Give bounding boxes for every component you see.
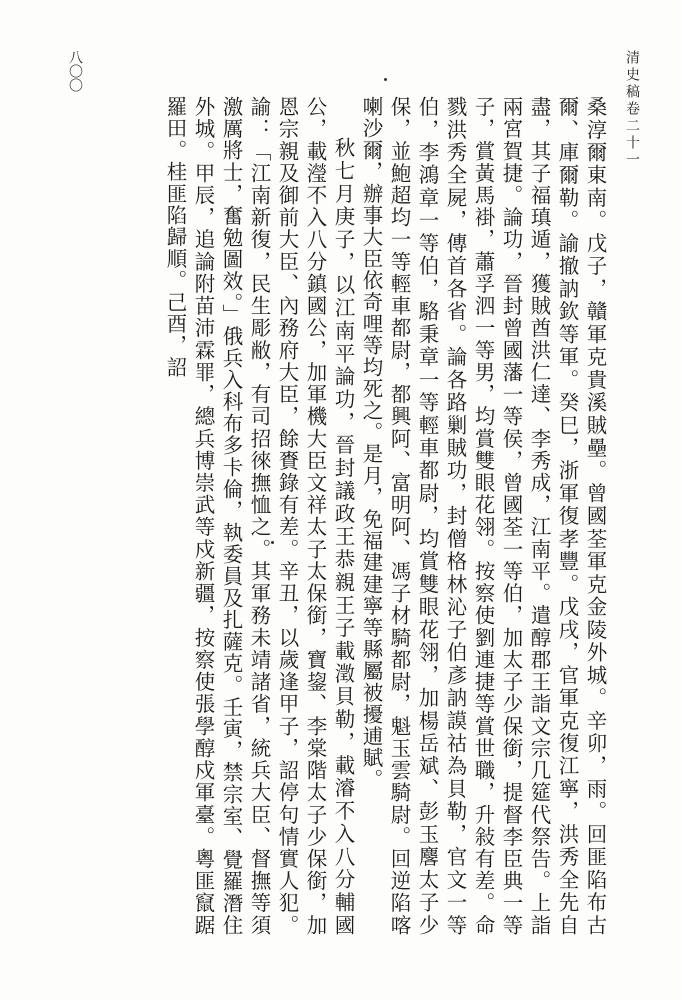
paragraph-1: 桑淳爾東南。戊子，贛軍克貴溪賊壘。曾國荃軍克金陵外城。辛卯，雨。回匪陷布古爾、庫爾勒。諭撤訥欽等軍。癸巳，浙軍復孝豐。戊戌，官軍克復江寧，洪秀全先自盡，其子福瑱遁，獲賊酋洪仁達、李秀成，江南平。遣醇郡王詣文宗几筵代祭告。上詣兩宮賀捷。論功，晉封曾國藩一等侯，曾國荃一等伯，加太子少保銜，提督李臣典一等子，賞黃馬褂，蕭孚泗一等男，均賞雙眼花翎。按察使劉連捷等賞世職，升敍有差。命戮洪秀全屍，傳首各省。論各路剿賊功，封僧格林沁子伯彥訥謨祜為貝勒，官文一等伯，李鴻章一等伯，駱秉章一等輕車都尉，均賞雙眼花翎，加楊岳斌、彭玉麐太子少保，並鮑超均一等輕車都尉，都興阿、富明阿、馮子材騎都尉，魁玉雲騎尉。回逆陷喀喇沙爾，辦事大臣依奇哩等均死之。是月，免福建建寧等縣屬被擾逋賦。: [359, 96, 607, 936]
body-text: [49, 96, 609, 936]
print-dot: [384, 78, 387, 81]
paragraph-2: 秋七月庚子，以江南平論功，晉封議政王恭親王子載澂貝勒，載濬不入八分輔國公，載瀅不入八分鎮國公，加軍機大臣文祥太子太保銜，寶鋆、李棠階太子少保銜，加恩宗親及御前大臣、內務府大臣，餘賚錄有差。辛丑，以歲逢甲子，詔停句情實人犯。諭：「江南新復，民生彫敝，有司招徠撫恤之。其軍務未靖諸省，統兵大臣、督撫等須激厲將士，奮勉圖效。」俄兵入科布多卡倫，執委員及扎薩克。壬寅，禁宗室、覺羅潛住外城。甲辰，追論附苗沛霖罪，總兵博崇武等戍新疆，按察使張學醇戍軍臺。粵匪竄踞羅田。桂匪陷歸順。己酉，詔: [163, 96, 355, 936]
print-dot: [271, 541, 274, 544]
page-number: 八〇〇: [67, 50, 83, 92]
book-title: 清史稿卷二十一: [624, 50, 640, 169]
